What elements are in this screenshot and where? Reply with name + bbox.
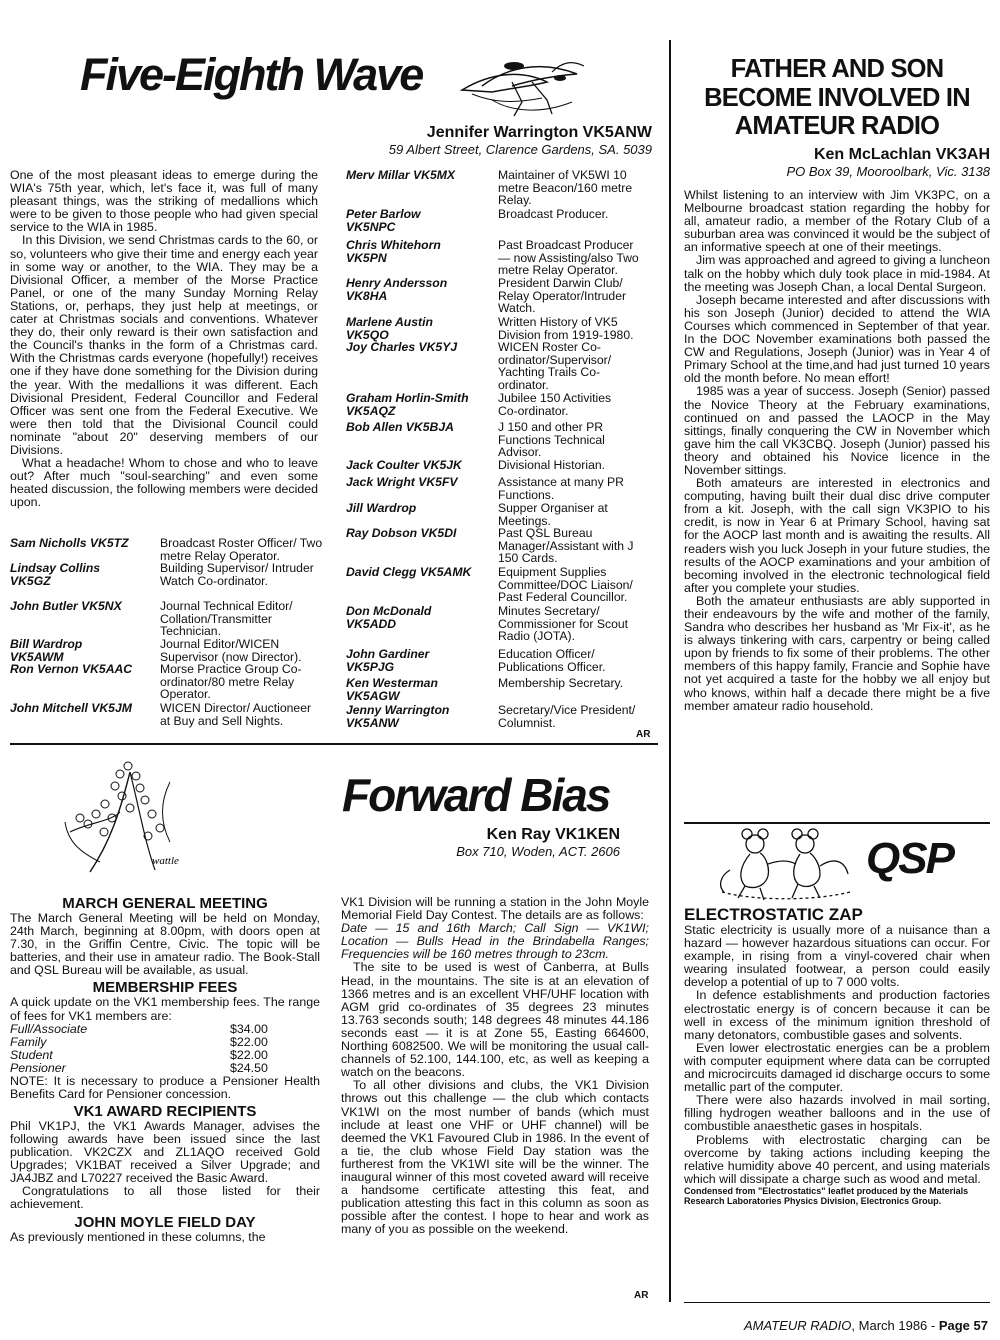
forward-bias-byline: [400, 826, 620, 859]
section-divider-right: [684, 822, 990, 824]
section-heading: JOHN MOYLE FIELD DAY: [74, 1213, 256, 1231]
member-name: Joy Charles VK5YJ: [346, 340, 458, 354]
member-name: Ken Westerman VK5AGW: [346, 676, 438, 703]
paragraph: Whilst listening to an interview with Jim VK3PC, on a Melbourne broadcast station regarding the hobby for all, amateur radio, a member of the Rotary Club of a suburban area was convinced it would be the subject of an informative speech at one of their meetings.: [684, 188, 990, 255]
member-role: Building Supervisor/ Intruder Watch Co-ordinator.: [160, 561, 314, 588]
five-eighth-wave-title: Five-Eighth Wave: [80, 49, 423, 100]
member-name: Ron Vernon VK5AAC: [10, 662, 133, 676]
paragraph: In defence establishments and production factories electrostatic energy is of concern because it can be well in excess of the minimum ignition threshold of many detonators, combustible gases and solvents.: [684, 988, 990, 1042]
paragraph: There were also hazards involved in mail sorting, filling hydrogen weather balloons and in the use of combustible anaesthetic gases in hospitals.: [684, 1093, 990, 1134]
father-son-byline: [684, 146, 990, 179]
section-heading: MARCH GENERAL MEETING: [62, 895, 268, 912]
member-name: John Gardiner VK5PJG: [346, 647, 430, 674]
member-role: Morse Practice Group Co-ordinator/80 metre Relay Operator.: [160, 662, 302, 702]
page-number: Page 57: [938, 1318, 988, 1333]
member-name: Jill Wardrop: [346, 501, 417, 515]
wattle-caption: wattle: [152, 855, 179, 867]
paragraph: Even lower electrostatic energies can be a problem with computer equipment where data can be corrupted and microcircuits damaged id discharge occurs to some metallic part of the computer.: [684, 1040, 990, 1095]
member-role: Minutes Secretary/ Commissioner for Scout Radio (JOTA).: [498, 604, 629, 644]
paragraph: What a headache! Whom to chose and who to leave out? After much "soul-searching" and even some heated discussion, the following members were decided upon.: [10, 456, 318, 510]
publication-name: AMATEUR RADIO: [744, 1318, 852, 1333]
member-name: Lindsay Collins VK5GZ: [10, 561, 101, 588]
member-role: Past QSL Bureau Manager/Assistant with J 150 Cards.: [498, 526, 634, 566]
fee-amount: $24.50: [230, 1060, 268, 1075]
member-role: President Darwin Club/ Relay Operator/Intruder Watch.: [498, 276, 627, 316]
five-eighth-body: [10, 169, 318, 509]
member-name: Sam Nicholls VK5TZ: [10, 536, 129, 550]
paragraph: As previously mentioned in these columns, the: [10, 1229, 266, 1244]
paragraph: Problems with electrostatic charging can be overcome by taking actions including keeping the relative humidity above 40 percent, and using materials which will dissipate a charge such as wood and metal.: [684, 1132, 990, 1186]
fee-type: Full/Associate: [10, 1021, 88, 1036]
paragraph: A quick update on the VK1 membership fees. The range of fees for VK1 members are:: [10, 995, 320, 1023]
member-role: J 150 and other PR Functions Technical Advisor.: [498, 420, 605, 460]
fee-row: [10, 1023, 268, 1036]
fee-row: [10, 1036, 268, 1049]
paragraph: NOTE: It is necessary to produce a Pensioner Health Benefits Card for Pensioner concession.: [10, 1073, 320, 1101]
father-son-body: [684, 189, 990, 713]
section-heading: MEMBERSHIP FEES: [92, 979, 238, 997]
five-eighth-byline: [292, 124, 652, 157]
member-name: Marlene Austin VK5QO: [346, 315, 433, 342]
member-role: Journal Technical Editor/ Collation/Transmitter Technician.: [160, 599, 293, 639]
fee-type: Pensioner: [10, 1060, 66, 1075]
fee-row: [10, 1049, 268, 1062]
issue-date: , March 1986 -: [851, 1318, 939, 1333]
member-role: Written History of VK5 Division from 1919-1980.: [498, 315, 634, 342]
member-name: Chris Whitehorn VK5PN: [346, 238, 441, 265]
credit-note: Condensed from "Electrostatics" leaflet produced by the Materials Research Laboratories Physics Division, Electronics Group.: [684, 1185, 969, 1206]
member-role: Membership Secretary.: [498, 676, 624, 690]
member-role: Broadcast Producer.: [498, 207, 609, 221]
member-name: Jack Coulter VK5JK: [346, 458, 462, 472]
member-name: Graham Horlin-Smith VK5AQZ: [346, 391, 469, 418]
member-role: Past Broadcast Producer — now Assisting/also Two metre Relay Operator.: [498, 238, 639, 278]
forward-bias-col-1: [10, 896, 320, 1244]
page-footer: [744, 1318, 988, 1333]
member-name: Jenny Warrington VK5ANW: [346, 703, 450, 730]
fees-table: [10, 1023, 268, 1075]
paragraph: One of the most pleasant ideas to emerge during the WIA's 75th year, which, let's face it, was full of many pleasant things, was the striking of medallions which were to be given to those people who had given special service to the WIA in 1985.: [10, 168, 318, 235]
author-name: Ken McLachlan VK3AH: [813, 146, 990, 163]
author-address: PO Box 39, Mooroolbark, Vic. 3138: [786, 164, 990, 179]
paragraph: Joseph became interested and after discussions with his son Joseph (Junior) decided to attend the WIA Courses which commenced in September of that year. In the DOC November examinations both passed the CW and Regulations, Joseph (Junior) was in Year 4 of Primary School at the time,and had just turned 10 years old the month before. No mean effort!: [684, 292, 990, 386]
fee-type: Family: [10, 1034, 47, 1049]
fee-amount: $22.00: [230, 1034, 268, 1049]
member-role: Journal Editor/WICEN Supervisor (now Director).: [160, 637, 302, 664]
dancing-mice-illustration: [710, 826, 860, 904]
member-role: Secretary/Vice President/ Columnist.: [498, 703, 636, 730]
member-role: Jubilee 150 Activities Co-ordinator.: [498, 391, 612, 418]
paragraph: The site to be used is west of Canberra, at Bulls Head, in the mountains. The site is at an elevation of 1366 metres and is an excellent VHF/UHF location with AGM grid co-ordinates of 35 degrees 23 minutes 13.763 seconds south; 148 degrees 48 minutes 44.186 seconds east — it is at Zone 55, Easting 664600, Northing 6082500. We will be monitoring the usual call-channels of 52.100, 144.100, etc, as well as keeping a watch on the beacons.: [341, 960, 649, 1080]
qsp-body: [684, 906, 990, 1206]
paragraph: Congratulations to all those listed for their achievement.: [10, 1184, 320, 1212]
paragraph: Jim was approached and agreed to giving a luncheon talk on the hobby which duly took place in mid-1984. At the meeting was Joseph Chan, a local Dental Surgeon.: [684, 253, 990, 294]
section-heading: ELECTROSTATIC ZAP: [684, 905, 863, 924]
member-name: David Clegg VK5AMK: [346, 565, 472, 579]
paragraph: Date — 15 and 16th March; Call Sign — VK1WI; Location — Bulls Head in the Brindabella Ranges; Frequencies will be 160 metres through to 23cm.: [341, 921, 649, 962]
author-address: 59 Albert Street, Clarence Gardens, SA. 5039: [388, 142, 652, 157]
member-name: Bob Allen VK5BJA: [346, 420, 454, 434]
forward-bias-col-2: [341, 896, 649, 1236]
section-heading: VK1 AWARD RECIPIENTS: [73, 1102, 257, 1120]
member-name: John Mitchell VK5JM: [10, 701, 132, 715]
paragraph: Static electricity is usually more of a nuisance than a hazard — however hazardous situations can occur. For example, in rising from a vinyl-covered chair when wearing insulated footwear, a person could easily develop a potential of up to 7 000 volts.: [684, 923, 990, 990]
member-name: Bill Wardrop VK5AWM: [10, 637, 83, 664]
end-mark: AR: [634, 1290, 649, 1301]
author-address: Box 710, Woden, ACT. 2606: [456, 844, 620, 859]
fee-row: [10, 1062, 268, 1075]
member-role: Assistance at many PR Functions.: [498, 475, 624, 502]
paragraph: Both the amateur enthusiasts are ably supported in their endeavours by the wife and mother of the family, Sandra who describes her husband as 'Mr Fix-it', as he is always tinkering with cars, carpentry or being called upon by friends to fix some of their problems. The other members of this happy family, Francie and Sophie have not yet acquired a taste for the hobby we all enjoy but who knows, within half a decade there might be a five member amateur radio household.: [684, 593, 990, 713]
member-name: Peter Barlow VK5NPC: [346, 207, 421, 234]
member-role: Supper Organiser at Meetings.: [498, 501, 608, 528]
member-name: Merv Millar VK5MX: [346, 168, 456, 182]
member-name: Ray Dobson VK5DI: [346, 526, 457, 540]
member-role: Divisional Historian.: [498, 458, 606, 472]
paragraph: To all other divisions and clubs, the VK1 Division throws out this challenge — the club which contacts VK1WI on the most number of bands (which must include at least one VHF or UHF channel) will be deemed the VK1 Favoured Club in 1986. In the event of a tie, the club whose Field Day station was the furtherest from the VK1WI site will be the winner. The inaugural winner of this most coveted award will receive a handsome certificate attesting this feat, and publication attesting this fact in this column as soon as possible after the contest. I hope to hear and work as many of you as possible on the weekend.: [341, 1078, 649, 1237]
member-list-right: [346, 169, 658, 744]
birds-illustration: [452, 52, 592, 122]
father-son-title: FATHER AND SON BECOME INVOLVED IN AMATEUR RADIO: [704, 55, 970, 140]
fee-amount: $22.00: [230, 1047, 268, 1062]
member-name: Jack Wright VK5FV: [346, 475, 458, 489]
paragraph: Phil VK1PJ, the VK1 Awards Manager, advises the following awards have been issued since the last publication. VK2CZX and ZL1AQO received Gold Upgrades; VK1BAT received a Silver Upgrade; and JA4JBZ and L70227 received the Basic Award.: [10, 1118, 320, 1186]
member-name: Don McDonald VK5ADD: [346, 604, 432, 631]
forward-bias-title: Forward Bias: [342, 769, 610, 821]
fee-amount: $34.00: [230, 1021, 268, 1036]
member-list-left: [10, 537, 340, 742]
member-name: Henry Andersson VK8HA: [346, 276, 448, 303]
member-role: Education Officer/ Publications Officer.: [498, 647, 606, 674]
member-role: Equipment Supplies Committee/DOC Liaison/ Past Federal Councillor.: [498, 565, 633, 605]
qsp-title: QSP: [866, 834, 953, 883]
end-mark: AR: [636, 729, 651, 740]
footer-rule: [684, 1302, 990, 1303]
member-role: WICEN Director/ Auctioneer at Buy and Sell Nights.: [160, 701, 312, 728]
author-name: Jennifer Warrington VK5ANW: [426, 124, 652, 141]
member-role: Broadcast Roster Officer/ Two metre Relay Operator.: [160, 536, 323, 563]
paragraph: 1985 was a year of success. Joseph (Senior) passed the Novice Theory at the February examinations, continued on and passed the LAOCP in the May sittings, finally conquering the CW in November which gave him the call VK3CBQ. Joseph (Junior) passed his theory and obtained his Novice licence in the November sittings.: [684, 384, 990, 477]
member-name: John Butler VK5NX: [10, 599, 122, 613]
member-role: WICEN Roster Co-ordinator/Supervisor/ Yachting Trails Co-ordinator.: [498, 340, 612, 392]
paragraph: In this Division, we send Christmas cards to the 60, or so, volunteers who give their time and energy each year in some way or another, to the WIA. They may be a Divisional Officer, a member of the Morse Practice Panel, or one of the many Sunday Morning Relay Stations, or, perhaps, they just help at meetings, or cater at Christmas socials and conventions. Whatever they do, their only reward is their own satisfaction and the Council's thanks in the form of a Christmas card. With the Christmas cards everyone (hopefully!) receives one if they have done something for the Division during the year. With the medallions it was different. Each Divisional President, Federal Councillor and Federal Officer was sent one from the Federal Executive. We were then told that the Divisional Council could nominate "about 20" deserving members of our Divisions.: [10, 233, 318, 457]
paragraph: VK1 Division will be running a station in the John Moyle Memorial Field Day Contest. The details are as follows:: [341, 895, 649, 923]
wattle-illustration: [60, 752, 190, 880]
fee-type: Student: [10, 1047, 53, 1062]
column-divider-right: [669, 40, 671, 1302]
author-name: Ken Ray VK1KEN: [486, 826, 620, 843]
paragraph: The March General Meeting will be held on Monday, 24th March, beginning at 8.00pm, with doors open at 7.30, in the Griffin Centre, Civic. The topic will be batteries, and their use in amateur radio. The Book-Stall and QSL Bureau will be available, as usual.: [10, 911, 320, 978]
paragraph: Both amateurs are interested in electronics and computing, having built their dual disc drive computer from a kit. Joseph, with the call sign VK3PIO to his credit, is now in Year 6 at Primary School, having sat for the AOCP last month and is awaiting the results. All readers wish you luck Joseph in your future studies, the results of the AOCP examinations and your ambition of becoming involved in the electronic technological field after you complete your studies.: [684, 476, 990, 595]
member-role: Maintainer of VK5WI 10 metre Beacon/160 metre Relay.: [498, 168, 633, 208]
